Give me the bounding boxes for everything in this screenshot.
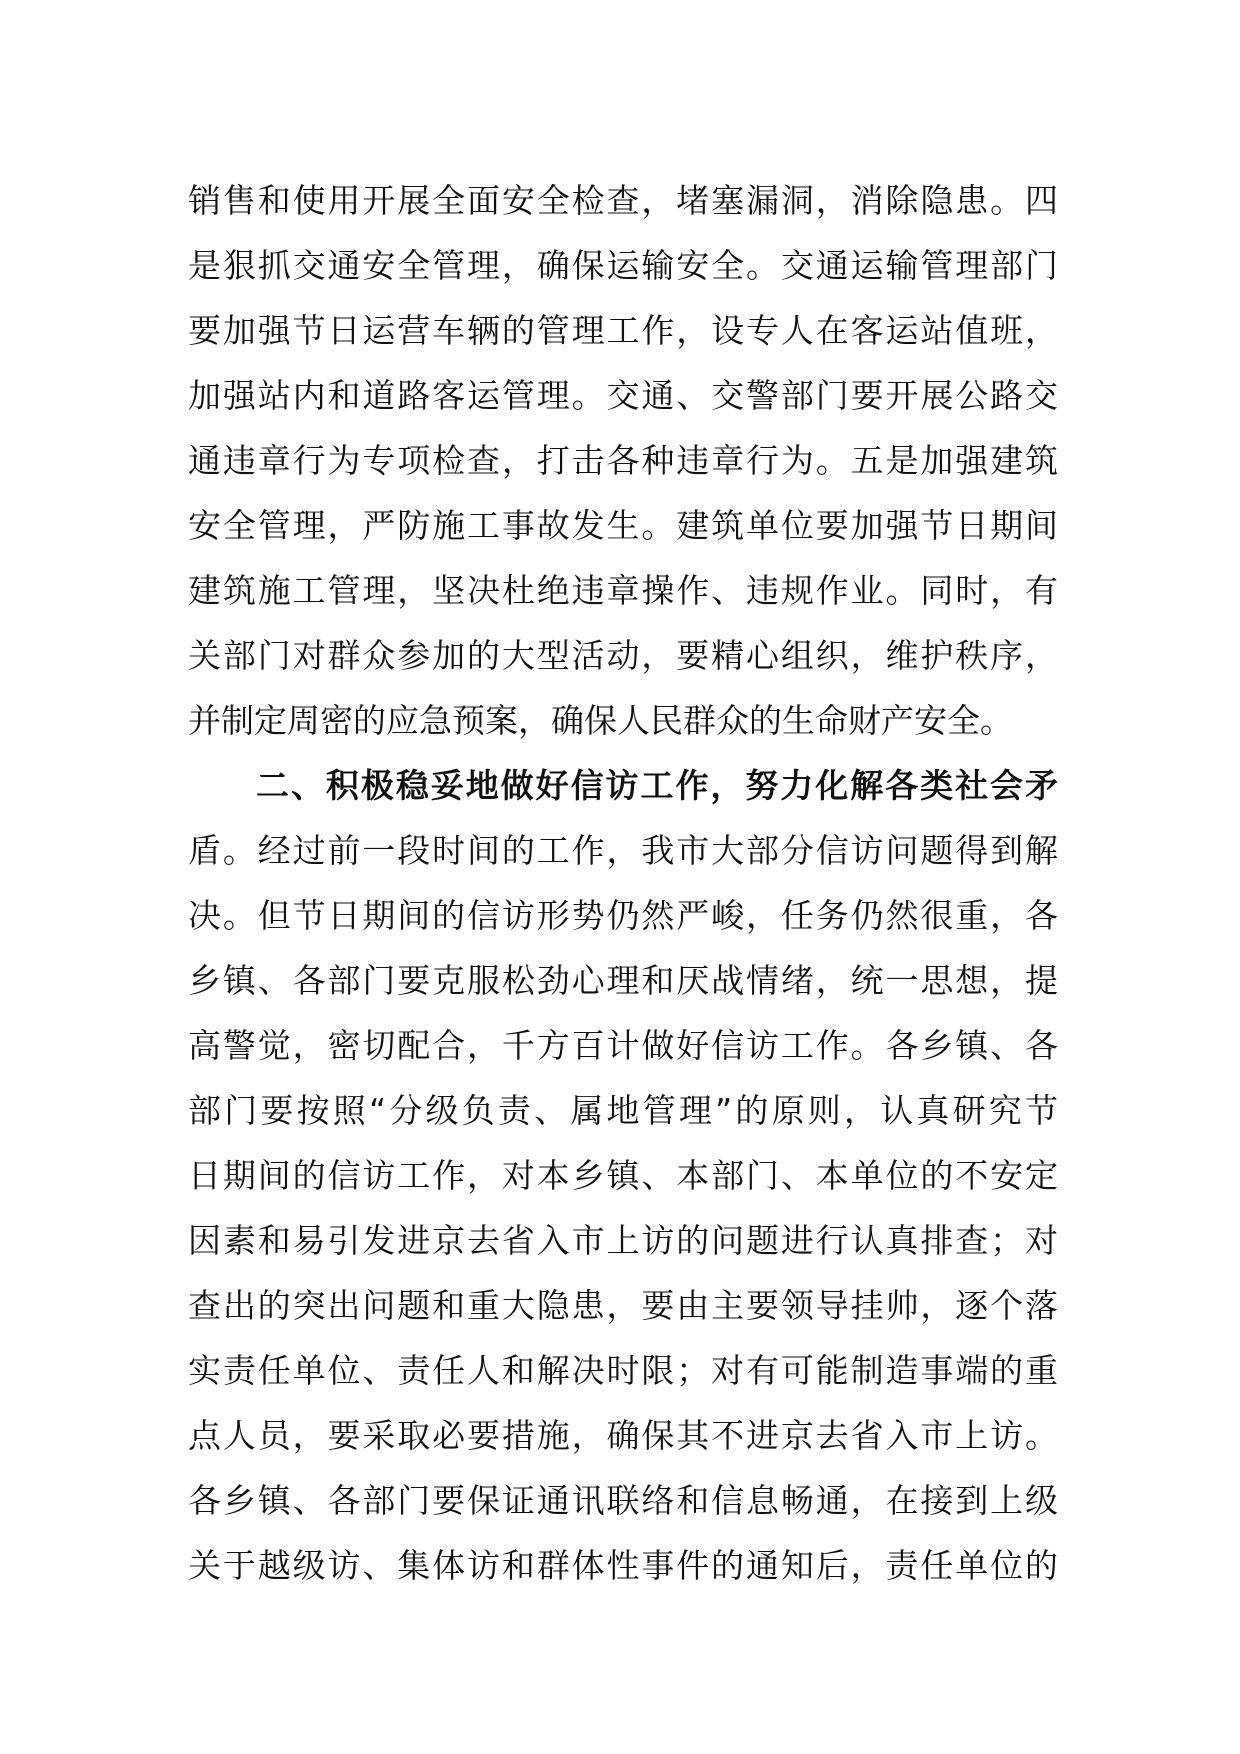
text-line: 日期间的信访工作，对本乡镇、本部门、本单位的不安定 xyxy=(188,1156,1058,1195)
text-line: 部门要按照“分级负责、属地管理”的原则，认真研究节 xyxy=(188,1091,1058,1130)
text-line: 加强站内和道路客运管理。交通、交警部门要开展公路交 xyxy=(188,376,1058,415)
text-line: 实责任单位、责任人和解决时限；对有可能制造事端的重 xyxy=(188,1351,1058,1390)
text-line: 关于越级访、集体访和群体性事件的通知后，责任单位的 xyxy=(188,1546,1058,1585)
text-line: 并制定周密的应急预案，确保人民群众的生命财产安全。 xyxy=(188,701,1013,740)
section-heading-line: 二、积极稳妥地做好信访工作，努力化解各类社会矛 xyxy=(256,766,1058,805)
text-line: 关部门对群众参加的大型活动，要精心组织，维护秩序， xyxy=(188,636,1058,675)
text-line: 销售和使用开展全面安全检查，堵塞漏洞，消除隐患。四 xyxy=(188,181,1058,220)
text-line: 高警觉，密切配合，千方百计做好信访工作。各乡镇、各 xyxy=(188,1026,1058,1065)
text-line: 因素和易引发进京去省入市上访的问题进行认真排查；对 xyxy=(188,1221,1058,1260)
text-line: 各乡镇、各部门要保证通讯联络和信息畅通，在接到上级 xyxy=(188,1481,1058,1520)
body-text xyxy=(188,168,1058,1598)
text-line: 乡镇、各部门要克服松劲心理和厌战情绪，统一思想，提 xyxy=(188,961,1058,1000)
text-line: 点人员，要采取必要措施，确保其不进京去省入市上访。 xyxy=(188,1416,1058,1455)
text-line: 决。但节日期间的信访形势仍然严峻，任务仍然很重，各 xyxy=(188,896,1058,935)
text-line: 通违章行为专项检查，打击各种违章行为。五是加强建筑 xyxy=(188,441,1058,480)
text-line: 盾。经过前一段时间的工作，我市大部分信访问题得到解 xyxy=(188,831,1058,870)
text-line: 建筑施工管理，坚决杜绝违章操作、违规作业。同时，有 xyxy=(188,571,1058,610)
text-line: 安全管理，严防施工事故发生。建筑单位要加强节日期间 xyxy=(188,506,1058,545)
text-line: 要加强节日运营车辆的管理工作，设专人在客运站值班， xyxy=(188,311,1058,350)
text-line: 是狠抓交通安全管理，确保运输安全。交通运输管理部门 xyxy=(188,246,1058,285)
text-line: 查出的突出问题和重大隐患，要由主要领导挂帅，逐个落 xyxy=(188,1286,1058,1325)
